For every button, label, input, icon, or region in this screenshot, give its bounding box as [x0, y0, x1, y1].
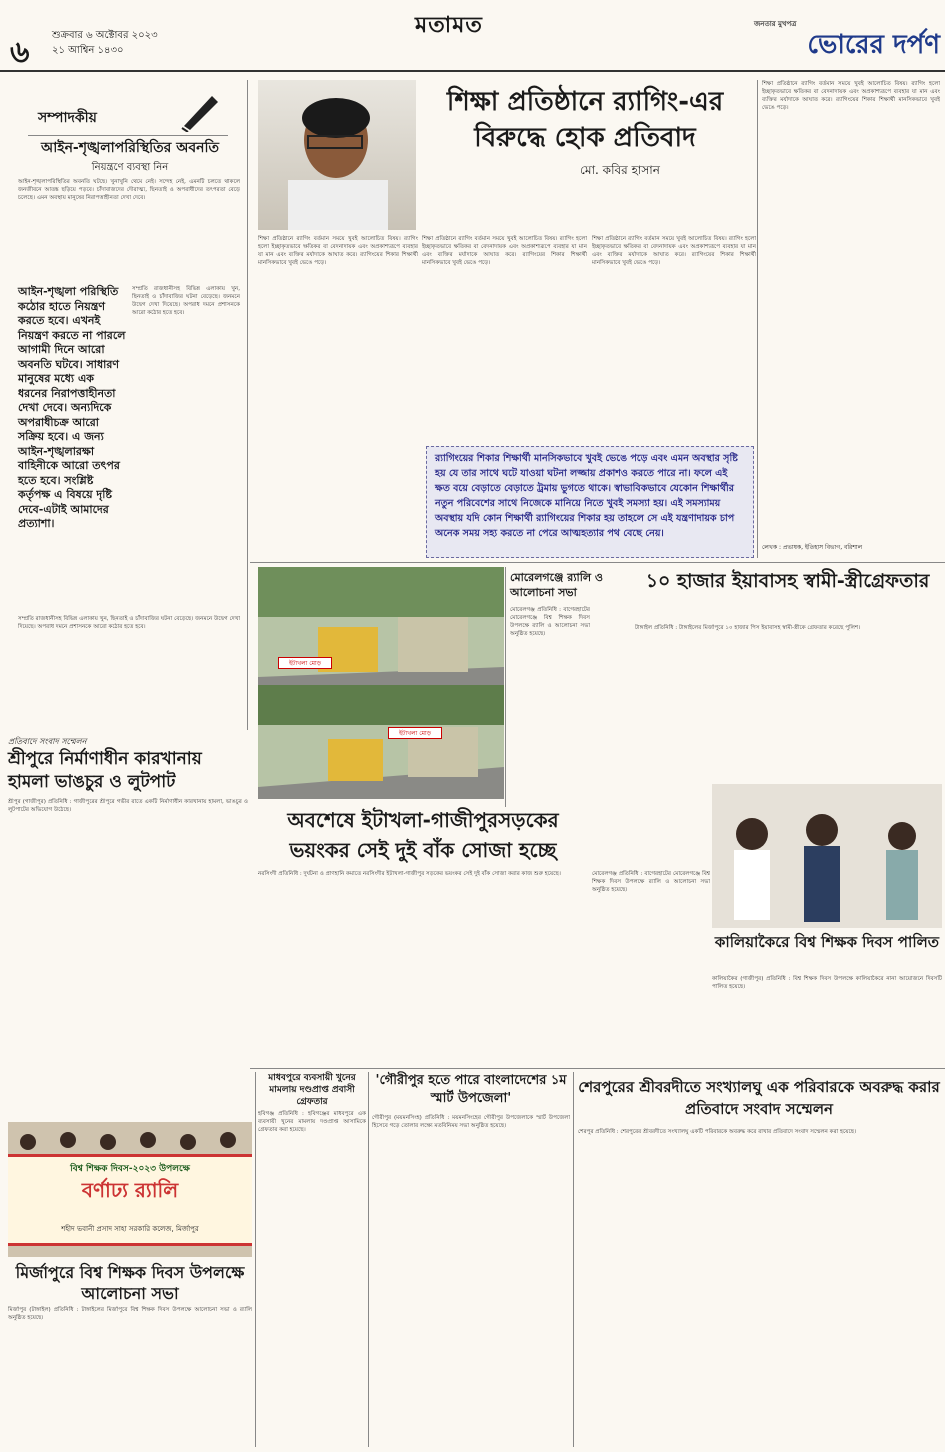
road-sign-2: ইটাখলা মোড় [388, 727, 442, 739]
sreepur-title: শ্রীপুরে নির্মাণাধীন কারখানায় হামলা ভাঙচুর ও লুটপাট [8, 749, 202, 792]
section-title: মতামত [415, 13, 483, 38]
sreepur-kicker: প্রতিবাদে সংবাদ সম্মেলন [8, 737, 87, 746]
teachers-day-event-image [712, 784, 942, 928]
mirzapur-text: মির্জাপুর (টাঙ্গাইল) প্রতিনিধি : টাঙ্গাইলের মির্জাপুরে বিশ্ব শিক্ষক দিবস উপলক্ষে আলোচনা সভা ও র‍্যালি অনুষ্ঠিত হয়েছে। [8, 1307, 252, 1321]
editorial-subtitle: নিয়ন্ত্রণে ব্যবস্থা নিন [91, 162, 169, 173]
yaba-text: টাঙ্গাইল প্রতিনিধি : টাঙ্গাইলের মির্জাপুরে ১০ হাজার পিস ইয়াবাসহ স্বামী-স্ত্রীকে গ্রেফতার করেছে পুলিশ। [635, 625, 861, 631]
kaliakair-text: কালিয়াকৈর (গাজীপুর) প্রতিনিধি : বিশ্ব শিক্ষক দিবস উপলক্ষে কালিয়াকৈরে নানা আয়োজনে দিবসটি পালিত হয়েছে। [712, 976, 942, 990]
logo: জনতার মুখপত্র ভোরের দর্পণ [754, 20, 940, 60]
main-article-author: মো. কবির হাসান [580, 163, 660, 177]
road-sign-1: ইটাখলা মোড় [278, 657, 332, 669]
editorial-text: আইন-শৃঙ্খলাপরিস্থিতির অবনতি ঘটছে। খুনাখুনি থেমে নেই। সন্দেহ নেই, এমনটি চলতে থাকলে জনজীবনে আতঙ্ক ছড়িয়ে পড়বে। চাঁদাবাজদের দৌরাত্ম্য, ছিনতাই ও অপরাধীদের তৎপরতা বেড়ে চলেছে। এমন অবস্থায় মানুষের নিরাপত্তাহীনতা দেখা দেবে। [18, 179, 240, 201]
main-article-col3: শিক্ষা প্রতিষ্ঠানে র‍্যাগিং বর্তমান সময়ে খুবই আলোচিত বিষয়। র‍্যাগিং হলো ইচ্ছাকৃতভাবে ক্ষতিকর বা বেদনাদায়ক এবং অপ্রকাশ্যরূপে ব্যবহার যা মান এবং ব্যক্তির মর্যাদাকে আঘাত করে। র‍্যাগিংয়ের শিকার শিক্ষার্থী মানসিকভাবে খুবই ভেঙে পড়ে। [592, 236, 756, 266]
gouripur-title: 'গৌরীপুর হতে পারে বাংলাদেশের ১ম স্মার্ট উপজেলা' [375, 1073, 567, 1106]
madhab-title: মাধবপুরে ব্যবসায়ী খুনের মামলায় দণ্ডপ্রাপ্ত প্রবাসী গ্রেফতার [268, 1073, 356, 1107]
rally-photo [8, 1122, 252, 1257]
main-article-col1: শিক্ষা প্রতিষ্ঠানে র‍্যাগিং বর্তমান সময়ে খুবই আলোচিত বিষয়। র‍্যাগিং হলো ইচ্ছাকৃতভাবে ক্ষতিকর বা বেদনাদায়ক এবং অপ্রকাশ্যরূপে ব্যবহার যা মান এবং ব্যক্তির মর্যাদাকে আঘাত করে। র‍্যাগিংয়ের শিকার শিক্ষার্থী মানসিকভাবে খুবই ভেঙে পড়ে। [258, 236, 418, 266]
mirzapur-title: মির্জাপুরে বিশ্ব শিক্ষক দিবস উপলক্ষে আলোচনা সভা [15, 1263, 245, 1303]
morel-title: মোরেলগঞ্জে র‍্যালি ও আলোচনা সভা [510, 571, 603, 599]
sreepur-text: শ্রীপুর (গাজীপুর) প্রতিনিধি : গাজীপুরের শ্রীপুরে গভীর রাতে একটি নির্মাণাধীন কারখানায় হামলা, ভাঙচুর ও লুটপাটের অভিযোগ উঠেছে। [8, 799, 248, 813]
morel-text: মোরেলগঞ্জ প্রতিনিধি : বাগেরহাটের মোরেলগঞ্জে বিশ্ব শিক্ষক দিবস উপলক্ষে র‍্যালি ও আলোচনা সভা অনুষ্ঠিত হয়েছে। [510, 607, 590, 637]
masthead [0, 0, 945, 72]
editorial-text-right: সম্প্রতি রাজধানীসহ বিভিন্ন এলাকায় খুন, ছিনতাই ও চাঁদাবাজির ঘটনা বেড়েছে। জনমনে উদ্বেগ দেখা দিয়েছে। অপরাধ দমনে প্রশাসনকে আরো কঠোর হতে হবে। [132, 286, 240, 316]
road-article-text: নরসিংদী প্রতিনিধি : দুর্ঘটনা ও প্রাণহানি কমাতে নরসিংদীর ইটাখলা-গাজীপুর সড়কের ভয়ংকর সেই দুই বাঁক সোজা করার কাজ শুরু হয়েছে। [258, 871, 561, 877]
road-trucks-image [258, 567, 504, 799]
yaba-title: ১০ হাজার ইয়াবাসহ স্বামী-স্ত্রীগ্রেফতার [645, 570, 930, 592]
editorial-text-bottom: সম্প্রতি রাজধানীসহ বিভিন্ন এলাকায় খুন, ছিনতাই ও চাঁদাবাজির ঘটনা বেড়েছে। জনমনে উদ্বেগ দেখা দিয়েছে। অপরাধ দমনে প্রশাসনকে আরো কঠোর হতে হবে। [18, 616, 240, 630]
sherpur-text: শেরপুর প্রতিনিধি : শেরপুরের শ্রীবরদীতে সংখ্যালঘু একটি পরিবারকে অবরুদ্ধ করে রাখার প্রতিবাদে সংবাদ সম্মেলন করা হয়েছে। [578, 1129, 857, 1135]
morel-text-more: মোরেলগঞ্জ প্রতিনিধি : বাগেরহাটের মোরেলগঞ্জে বিশ্ব শিক্ষক দিবস উপলক্ষে র‍্যালি ও আলোচনা সভা অনুষ্ঠিত হয়েছে। [592, 871, 710, 893]
pen-icon [178, 88, 222, 132]
road-article-title: অবশেষে ইটাখলা-গাজীপুরসড়কের ভয়ংকর সেই দুই বাঁক সোজা হচ্ছে [287, 808, 559, 862]
editorial-column [8, 80, 248, 730]
editorial-label: সম্পাদকীয় [38, 110, 97, 126]
main-article-title: শিক্ষা প্রতিষ্ঠানে র‍্যাগিং-এর বিরুদ্ধে হোক প্রতিবাদ [446, 87, 724, 153]
main-article-col2: শিক্ষা প্রতিষ্ঠানে র‍্যাগিং বর্তমান সময়ে খুবই আলোচিত বিষয়। র‍্যাগিং হলো ইচ্ছাকৃতভাবে ক্ষতিকর বা বেদনাদায়ক এবং অপ্রকাশ্যরূপে ব্যবহার যা মান এবং ব্যক্তির মর্যাদাকে আঘাত করে। র‍্যাগিংয়ের শিকার শিক্ষার্থী মানসিকভাবে খুবই ভেঙে পড়ে। [422, 236, 587, 266]
main-article-pull-quote: র‍্যাগিংয়ের শিকার শিক্ষার্থী মানসিকভাবে খুবই ভেঙে পড়ে এবং এমন অবস্থার সৃষ্টি হয় যে তার সাথে ঘটে যাওয়া ঘটনা লজ্জায় প্রকাশও করতে পারে না। ফলে এই ক্ষত বয়ে বেড়াতে বেড়াতে ট্রমায় ভুগতে থাকে। স্বাভাবিকভাবে যেকোন শিক্ষার্থীর নতুন পরিবেশের সাথে নিজেকে মানিয়ে নিতে খুবই সমস্যা হয়। এই সমস্যাময় অবস্থায় যদি কোন শিক্ষার্থী র‍্যাগিংয়ের শিকার হয় তাহলে সে এই যন্ত্রণাদায়ক চাপ অনেক সময় সহ্য করতে না পেরে আত্মহত্যার পথ বেছে নেয়। [426, 446, 754, 558]
kaliakair-title: কালিয়াকৈরে বিশ্ব শিক্ষক দিবস পালিত [714, 933, 940, 951]
main-article-col4: শিক্ষা প্রতিষ্ঠানে র‍্যাগিং বর্তমান সময়ে খুবই আলোচিত বিষয়। র‍্যাগিং হলো ইচ্ছাকৃতভাবে ক্ষতিকর বা বেদনাদায়ক এবং অপ্রকাশ্যরূপে ব্যবহার যা মান এবং ব্যক্তির মর্যাদাকে আঘাত করে। র‍্যাগিংয়ের শিকার শিক্ষার্থী মানসিকভাবে খুবই ভেঙে পড়ে। [762, 81, 940, 111]
page-number: ৬ [10, 35, 30, 70]
rally-banner: বিশ্ব শিক্ষক দিবস-২০২৩ উপলক্ষে বর্ণাঢ্য র‍্যালি শহীদ ভবানী প্রসাদ সাহা সরকারি কলেজ, মির্জাপুর [8, 1154, 252, 1246]
editorial-title: আইন-শৃঙ্খলাপরিস্থিতির অবনতি [40, 140, 220, 156]
madhab-text: হবিগঞ্জ প্রতিনিধি : হবিগঞ্জের মাধবপুরে এক ব্যবসায়ী খুনের মামলায় দণ্ডপ্রাপ্ত আসামিকে গ্রেফতার করা হয়েছে। [258, 1111, 366, 1133]
author-photo [258, 80, 416, 230]
author-portrait-image [258, 80, 416, 230]
date-line: শুক্রবার ৬ অক্টোবর ২০২৩ ২১ আশ্বিন ১৪৩০ [52, 30, 158, 56]
main-article-byline: লেখক : প্রভাষক, ইতিহাস বিভাগ, বরিশাল [762, 544, 863, 551]
sherpur-title: শেরপুরের শ্রীবরদীতে সংখ্যালঘু এক পরিবারকে অবরুদ্ধ করার প্রতিবাদে সংবাদ সম্মেলন [578, 1078, 940, 1118]
editorial-pull-quote: আইন-শৃঙ্খলা পরিস্থিতি কঠোর হাতে নিয়ন্ত্রণ করতে হবে। এখনই নিয়ন্ত্রণ করতে না পারলে আগামী দিনে আরো অবনতি ঘটবে। সাধারণ মানুষের মধ্যে এক ধরনের নিরাপত্তাহীনতা দেখা দেবে। অন্যদিকে অপরাধীচক্র আরো সক্রিয় হবে। এ জন্য আইন-শৃঙ্খলারক্ষা বাহিনীকে আরো তৎপর হতে হবে। সংশ্লিষ্ট কর্তৃপক্ষ এ বিষয়ে দৃষ্টি দেবে-এটাই আমাদের প্রত্যাশা। [18, 285, 126, 530]
kaliakair-photo [712, 784, 942, 928]
road-photo [258, 567, 504, 799]
gouripur-text: গৌরীপুর (ময়মনসিংহ) প্রতিনিধি : ময়মনসিংহের গৌরীপুর উপজেলাকে স্মার্ট উপজেলা হিসেবে গড়ে তোলার লক্ষ্যে মতবিনিময় সভা অনুষ্ঠিত হয়েছে। [372, 1115, 570, 1129]
